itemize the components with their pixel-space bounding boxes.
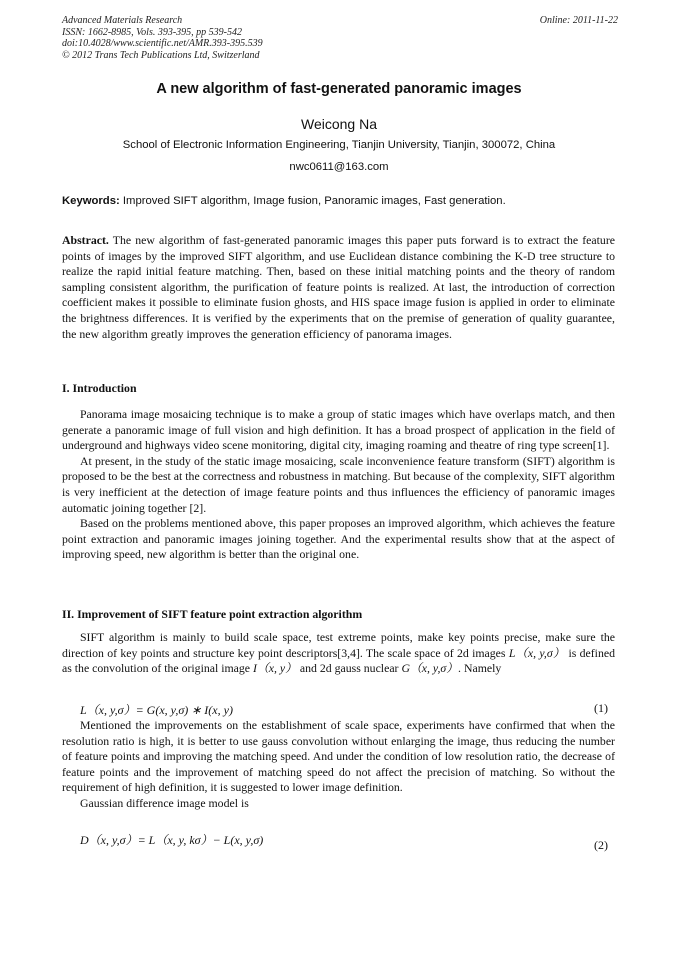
issn: ISSN: 1662-8985, Vols. 393-395, pp 539-542: [62, 26, 242, 38]
sift-paragraph: Gaussian difference image model is: [80, 795, 249, 810]
section-heading-sift: II. Improvement of SIFT feature point extraction algorithm: [62, 607, 363, 621]
journal-name: Advanced Materials Research: [62, 15, 183, 26]
math-scale-space: L（x, y,σ）: [508, 645, 566, 660]
author-name: Weicong Na: [300, 116, 377, 132]
copyright: © 2012 Trans Tech Publications Ltd, Switzerland: [62, 49, 260, 61]
introduction-body: [62, 407, 615, 563]
author-email[interactable]: nwc0611@163.com: [289, 161, 389, 173]
equation-2-number: (2): [594, 838, 608, 852]
sift-text-b: is defined as the convolution of the original image: [62, 645, 615, 676]
equation-2-body: D（x, y,σ）= L（x, y, kσ）− L(x, y,σ): [80, 833, 264, 847]
paper-title: A new algorithm of fast-generated panoramic images: [156, 81, 522, 97]
online-date: Online: 2011-11-22: [539, 15, 618, 26]
keywords: [62, 195, 618, 207]
sift-body-2: [62, 718, 615, 812]
sift-text-c: and 2d gauss nuclear: [299, 661, 399, 676]
sift-text-a: SIFT algorithm is mainly to build scale space, test extreme points, make key points precise, make sure the direction of key points and structure key point descriptors[3,4]. The scale space of 2d images: [62, 630, 615, 660]
equation-1-body: L（x, y,σ）= G(x, y,σ) ∗ I(x, y): [80, 703, 233, 717]
sift-text-d: . Namely: [458, 661, 502, 676]
abstract: [62, 233, 615, 342]
intro-paragraph: Based on the problems mentioned above, this paper proposes an improved algorithm, which achieves the feature point extraction and panoramic images joining together. And the experimental results show that at the aspect of improving speed, new algorithm is better than the original one.: [62, 516, 615, 562]
intro-paragraph: Panorama image mosaicing technique is to make a group of static images which have overlaps match, and then generate a panoramic image of full vision and high definition. It has a broad prospect of application in the field of underground and highways video scene monitoring, digital city, imaging roaming and theatre of ring type screen[1].: [62, 407, 615, 453]
math-gauss: G（x, y,σ）: [401, 661, 459, 676]
sift-body-1: [62, 630, 615, 677]
section-heading-introduction: I. Introduction: [62, 381, 137, 395]
doi[interactable]: doi:10.4028/www.scientific.net/AMR.393-395.539: [62, 38, 263, 49]
equation-1-number: (1): [594, 701, 608, 715]
equation-2: [80, 831, 616, 848]
math-image: I（x, y）: [253, 661, 297, 676]
intro-paragraph: At present, in the study of the static image mosaicing, scale inconvenience feature transform (SIFT) algorithm is proposed to be the best at the correctness and robustness in matching. But because of the complexity, SIFT algorithm is very inefficient at the detection of image feature points and thus influences the efficiency of panoramic images automatic joining together [2].: [62, 453, 615, 515]
sift-paragraph: Mentioned the improvements on the establishment of scale space, experiments have confirmed that when the resolution ratio is high, it is better to use gauss convolution without enlarging the image, thus reducing the number of feature points and improving the matching speed. And under the condition of low resolution ratio, the decrease of feature points and the improvement of matching speed do not affect the precision of matching. So without the requirement of high definition, it is suggested to lower image definition.: [62, 718, 615, 795]
author-affiliation: School of Electronic Information Engineering, Tianjin University, Tianjin, 300072, China: [122, 139, 556, 151]
journal-header: [62, 15, 618, 61]
abstract-label: Abstract.: [62, 233, 109, 247]
sift-paragraph: [62, 630, 615, 677]
keywords-text: Improved SIFT algorithm, Image fusion, Panoramic images, Fast generation.: [122, 195, 506, 207]
equation-1: [80, 701, 616, 718]
keywords-label: Keywords:: [62, 195, 120, 207]
abstract-text: The new algorithm of fast-generated panoramic images this paper puts forward is to extract the feature points of images by the improved SIFT algorithm, and use Euclidean distance combining the K-D tree structure to realize the rapid initial feature matching. Then, based on these initial matching points and the theory of random sampling consistent algorithm, the purification of feature points is realized. At last, the introduction of correction coefficient makes it possible to eliminate fusion ghosts, and HIS space image fusion is applied in order to eliminate the brightness differences. It is verified by the experiments that on the premise of generation of quality guarantee, the new algorithm greatly improves the generation efficiency of panorama images.: [62, 233, 615, 341]
